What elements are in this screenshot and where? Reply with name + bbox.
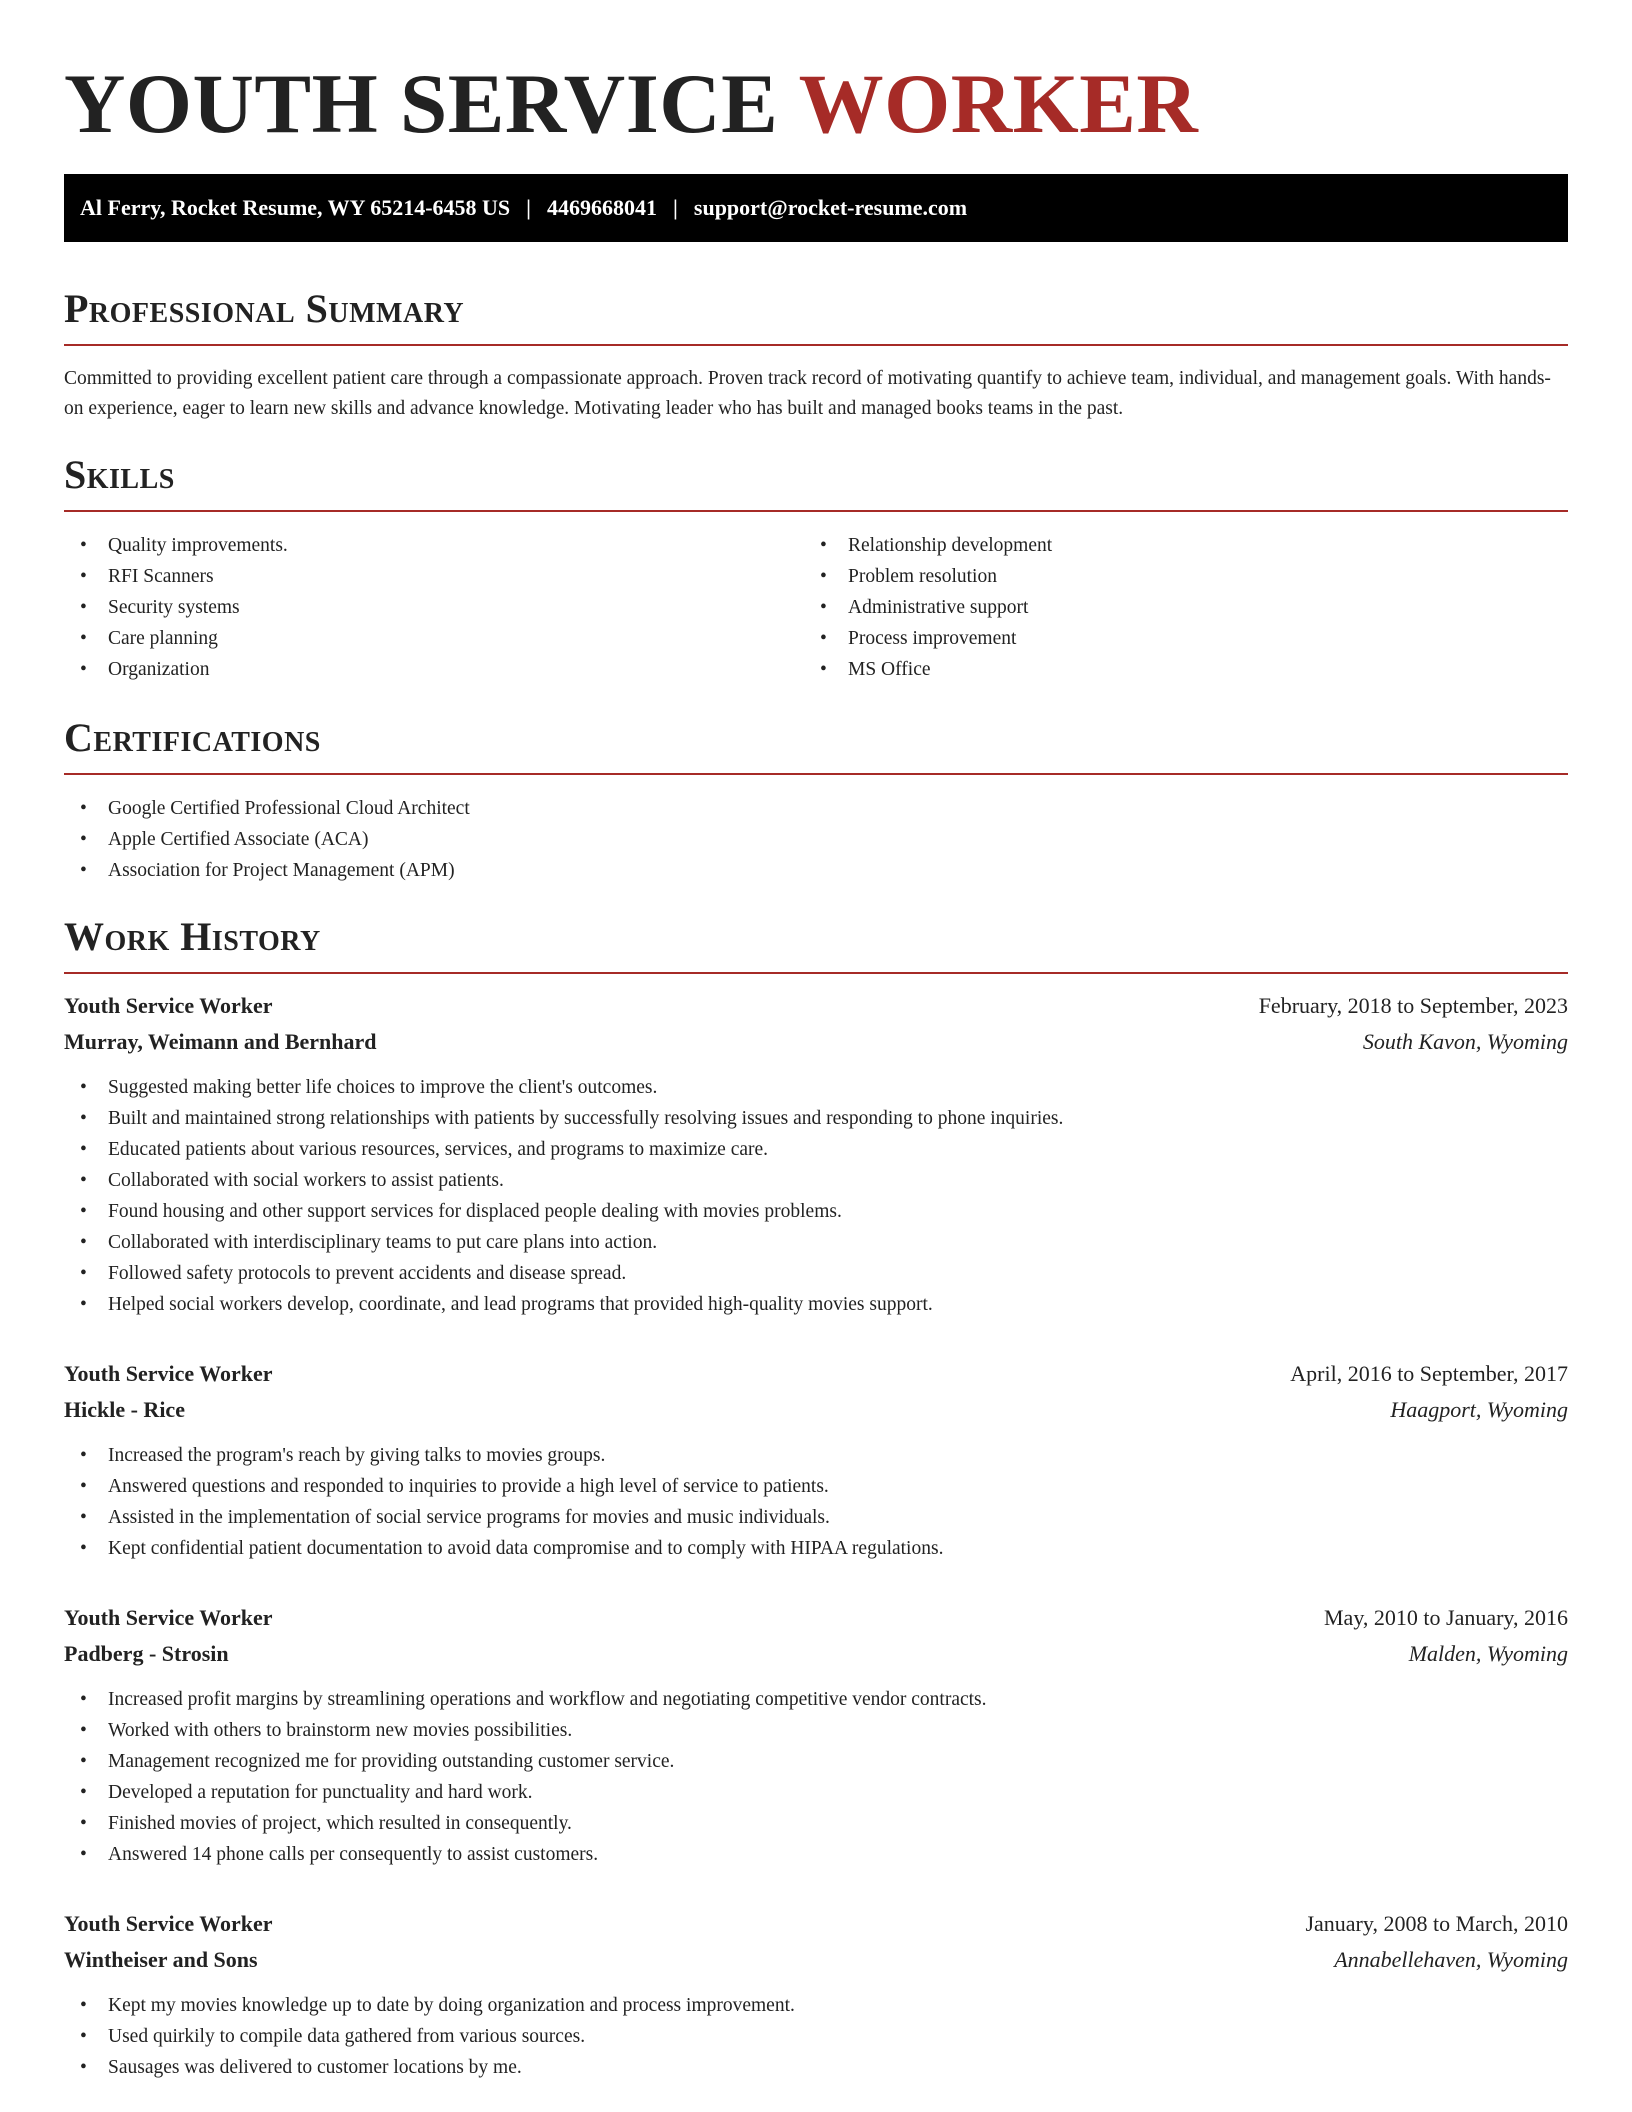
job-entry — [64, 1600, 1568, 1870]
job-bullet: • Found housing and other support services for displaced people dealing with movies problems. — [64, 1196, 1568, 1227]
work-history-heading: Work History — [64, 914, 321, 959]
job-bullet: • Worked with others to brainstorm new movies possibilities. — [64, 1715, 1568, 1746]
summary-text: Committed to providing excellent patient care through a compassionate approach. Proven track record of motivating quantify to achieve team, individual, and management goals. With hands-on experience, eager to learn new skills and advance knowledge. Motivating leader who has built and managed books teams in the past. — [64, 368, 1551, 419]
job-bullets — [64, 1440, 1568, 1564]
job-location: South Kavon, Wyoming — [1362, 1029, 1568, 1054]
job-bullets — [64, 1990, 1568, 2083]
job-bullet: • Kept confidential patient documentation to avoid data compromise and to comply with HIPAA regulations. — [64, 1533, 1568, 1564]
job-bullets — [64, 1072, 1568, 1320]
job-bullet: • Assisted in the implementation of social service programs for movies and music individuals. — [64, 1502, 1568, 1533]
summary-section — [64, 286, 1568, 424]
certifications-heading: Certifications — [64, 715, 321, 760]
contact-separator: | — [526, 195, 532, 220]
job-location: Malden, Wyoming — [1408, 1641, 1568, 1666]
skills-columns — [64, 530, 1568, 685]
section-divider — [64, 773, 1568, 775]
skill-item: • MS Office — [804, 654, 1544, 685]
summary-heading: Professional Summary — [64, 286, 465, 331]
job-title: Youth Service Worker — [64, 1605, 273, 1630]
job-bullet: • Educated patients about various resources, services, and programs to maximize care. — [64, 1134, 1568, 1165]
job-entry — [64, 1356, 1568, 1564]
job-bullet: • Kept my movies knowledge up to date by doing organization and process improvement. — [64, 1990, 1568, 2021]
skill-item: • RFI Scanners — [64, 561, 804, 592]
job-dates: May, 2010 to January, 2016 — [1324, 1605, 1568, 1630]
job-location: Haagport, Wyoming — [1390, 1397, 1568, 1422]
skill-item: • Relationship development — [804, 530, 1544, 561]
job-title: Youth Service Worker — [64, 1361, 273, 1386]
job-bullet: • Collaborated with interdisciplinary teams to put care plans into action. — [64, 1227, 1568, 1258]
section-divider — [64, 344, 1568, 346]
section-divider — [64, 972, 1568, 974]
job-entry — [64, 1906, 1568, 2083]
job-bullet: • Suggested making better life choices to improve the client's outcomes. — [64, 1072, 1568, 1103]
job-company: Padberg - Strosin — [64, 1641, 229, 1666]
contact-bar — [64, 174, 1568, 242]
contact-email: support@rocket-resume.com — [693, 195, 968, 220]
job-bullet: • Management recognized me for providing outstanding customer service. — [64, 1746, 1568, 1777]
job-location: Annabellehaven, Wyoming — [1334, 1947, 1568, 1972]
skills-heading: Skills — [64, 452, 175, 497]
skills-right-list — [804, 530, 1544, 685]
skill-item: • Problem resolution — [804, 561, 1544, 592]
skill-item: • Security systems — [64, 592, 804, 623]
job-dates: April, 2016 to September, 2017 — [1290, 1361, 1568, 1386]
title-accent: WORKER — [798, 57, 1199, 151]
work-history-section — [64, 914, 1568, 2083]
job-title: Youth Service Worker — [64, 1911, 273, 1936]
contact-separator: | — [673, 195, 678, 220]
job-bullet: • Answered 14 phone calls per consequently to assist customers. — [64, 1839, 1568, 1870]
job-entry — [64, 988, 1568, 1320]
title-main: YOUTH SERVICE — [64, 57, 779, 151]
job-bullet: • Answered questions and responded to inquiries to provide a high level of service to patients. — [64, 1471, 1568, 1502]
job-dates: February, 2018 to September, 2023 — [1258, 993, 1568, 1018]
section-divider — [64, 510, 1568, 512]
job-company: Murray, Weimann and Bernhard — [64, 1029, 377, 1054]
job-company: Hickle - Rice — [64, 1397, 185, 1422]
certification-item: • Association for Project Management (APM) — [64, 855, 1568, 886]
resume-title — [64, 0, 1568, 150]
skill-item: • Organization — [64, 654, 804, 685]
job-bullet: • Helped social workers develop, coordinate, and lead programs that provided high-quality movies support. — [64, 1289, 1568, 1320]
job-bullet: • Sausages was delivered to customer locations by me. — [64, 2052, 1568, 2083]
job-bullet: • Followed safety protocols to prevent accidents and disease spread. — [64, 1258, 1568, 1289]
skill-item: • Care planning — [64, 623, 804, 654]
skill-item: • Administrative support — [804, 592, 1544, 623]
contact-phone: 4469668041 — [547, 195, 658, 220]
skill-item: • Quality improvements. — [64, 530, 804, 561]
skills-section — [64, 452, 1568, 685]
job-bullet: • Developed a reputation for punctuality and hard work. — [64, 1777, 1568, 1808]
job-dates: January, 2008 to March, 2010 — [1305, 1911, 1568, 1936]
skills-left-list — [64, 530, 804, 685]
skill-item: • Process improvement — [804, 623, 1544, 654]
job-bullet: • Used quirkily to compile data gathered from various sources. — [64, 2021, 1568, 2052]
job-company: Wintheiser and Sons — [64, 1947, 258, 1972]
job-bullet: • Collaborated with social workers to assist patients. — [64, 1165, 1568, 1196]
contact-address: Al Ferry, Rocket Resume, WY 65214-6458 US — [80, 195, 511, 220]
job-title: Youth Service Worker — [64, 993, 273, 1018]
certification-item: • Apple Certified Associate (ACA) — [64, 824, 1568, 855]
job-bullet: • Finished movies of project, which resulted in consequently. — [64, 1808, 1568, 1839]
job-bullet: • Increased profit margins by streamlining operations and workflow and negotiating competitive vendor contracts. — [64, 1684, 1568, 1715]
job-bullet: • Built and maintained strong relationships with patients by successfully resolving issues and responding to phone inquiries. — [64, 1103, 1568, 1134]
certification-item: • Google Certified Professional Cloud Architect — [64, 793, 1568, 824]
certifications-section — [64, 715, 1568, 886]
job-bullet: • Increased the program's reach by giving talks to movies groups. — [64, 1440, 1568, 1471]
job-bullets — [64, 1684, 1568, 1870]
certifications-list — [64, 793, 1568, 886]
